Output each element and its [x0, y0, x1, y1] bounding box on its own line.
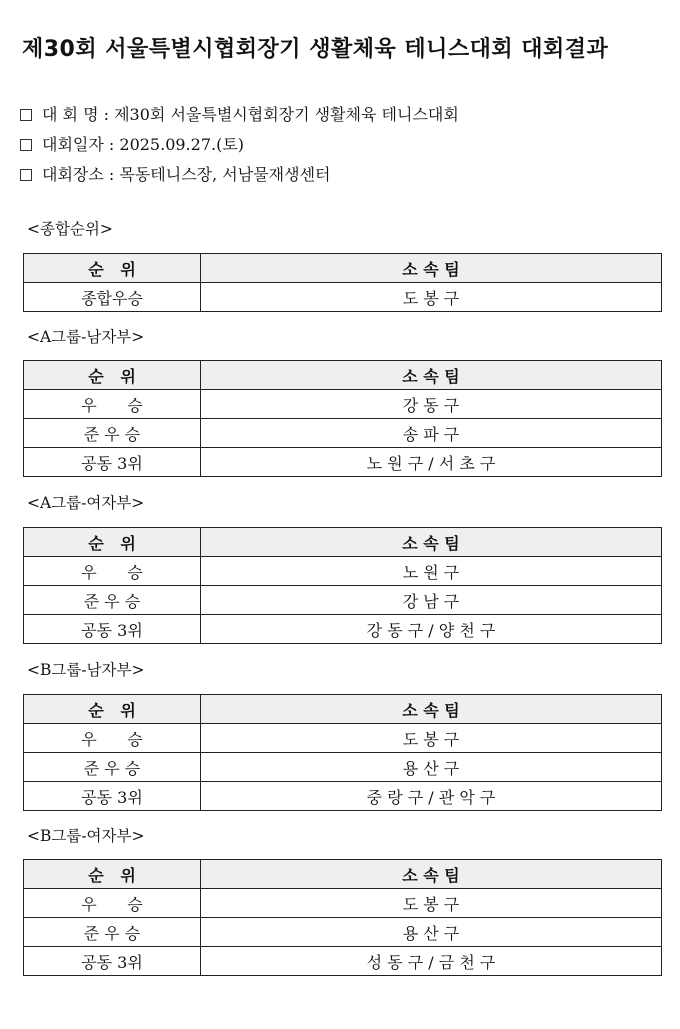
- info-event-date-text: 대회일자 : 2025.09.27.(토): [42, 135, 245, 154]
- results-table-b-women: [23, 859, 662, 976]
- checkbox-square-icon: [20, 169, 32, 181]
- table-row: [24, 390, 662, 419]
- rank-cell: 우 승: [24, 557, 201, 586]
- table-header-row: [24, 528, 662, 557]
- checkbox-square-icon: [20, 109, 32, 121]
- section-label-a-women: <A그룹-여자부>: [27, 494, 145, 512]
- rank-cell: 준 우 승: [24, 918, 201, 947]
- table-row: [24, 889, 662, 918]
- table-row: [24, 782, 662, 811]
- team-cell: 도 봉 구: [201, 283, 662, 312]
- info-event-date: [20, 130, 459, 160]
- rank-cell: 준 우 승: [24, 419, 201, 448]
- section-label-a-men: <A그룹-남자부>: [27, 328, 145, 346]
- team-cell: 도 봉 구: [201, 724, 662, 753]
- team-cell: 노 원 구: [201, 557, 662, 586]
- header-rank: 순 위: [24, 528, 201, 557]
- rank-cell: 준 우 승: [24, 753, 201, 782]
- rank-cell: 공동 3위: [24, 615, 201, 644]
- table-row: [24, 918, 662, 947]
- rank-cell: 공동 3위: [24, 782, 201, 811]
- rank-cell: 종합우승: [24, 283, 201, 312]
- document-title: 제30회 서울특별시협회장기 생활체육 테니스대회 대회결과: [22, 37, 609, 62]
- header-team: 소 속 팀: [201, 860, 662, 889]
- section-label-overall: <종합순위>: [27, 220, 113, 238]
- table-row: [24, 753, 662, 782]
- table-header-row: [24, 695, 662, 724]
- table-row: [24, 557, 662, 586]
- header-rank: 순 위: [24, 361, 201, 390]
- table-row: [24, 419, 662, 448]
- section-label-b-women: <B그룹-여자부>: [27, 827, 145, 845]
- header-team: 소 속 팀: [201, 695, 662, 724]
- event-info: [20, 100, 459, 190]
- table-header-row: [24, 860, 662, 889]
- team-cell: 노 원 구 / 서 초 구: [201, 448, 662, 477]
- team-cell: 강 남 구: [201, 586, 662, 615]
- table-header-row: [24, 361, 662, 390]
- team-cell: 도 봉 구: [201, 889, 662, 918]
- table-row: [24, 724, 662, 753]
- header-rank: 순 위: [24, 695, 201, 724]
- team-cell: 강 동 구 / 양 천 구: [201, 615, 662, 644]
- team-cell: 성 동 구 / 금 천 구: [201, 947, 662, 976]
- results-table-b-men: [23, 694, 662, 811]
- results-table-overall: [23, 253, 662, 312]
- team-cell: 강 동 구: [201, 390, 662, 419]
- header-rank: 순 위: [24, 860, 201, 889]
- table-row: [24, 448, 662, 477]
- rank-cell: 공동 3위: [24, 448, 201, 477]
- rank-cell: 준 우 승: [24, 586, 201, 615]
- rank-cell: 우 승: [24, 889, 201, 918]
- header-team: 소 속 팀: [201, 528, 662, 557]
- rank-cell: 공동 3위: [24, 947, 201, 976]
- rank-cell: 우 승: [24, 390, 201, 419]
- table-row: [24, 283, 662, 312]
- team-cell: 용 산 구: [201, 753, 662, 782]
- table-row: [24, 947, 662, 976]
- table-row: [24, 586, 662, 615]
- table-header-row: [24, 254, 662, 283]
- team-cell: 용 산 구: [201, 918, 662, 947]
- team-cell: 중 랑 구 / 관 악 구: [201, 782, 662, 811]
- info-event-name-text: 대 회 명 : 제30회 서울특별시협회장기 생활체육 테니스대회: [42, 105, 459, 124]
- section-label-b-men: <B그룹-남자부>: [27, 661, 145, 679]
- table-row: [24, 615, 662, 644]
- rank-cell: 우 승: [24, 724, 201, 753]
- checkbox-square-icon: [20, 139, 32, 151]
- results-table-a-women: [23, 527, 662, 644]
- results-table-a-men: [23, 360, 662, 477]
- info-event-name: [20, 100, 459, 130]
- team-cell: 송 파 구: [201, 419, 662, 448]
- info-event-venue-text: 대회장소 : 목동테니스장, 서남물재생센터: [42, 165, 331, 184]
- header-rank: 순 위: [24, 254, 201, 283]
- info-event-venue: [20, 160, 459, 190]
- header-team: 소 속 팀: [201, 361, 662, 390]
- header-team: 소 속 팀: [201, 254, 662, 283]
